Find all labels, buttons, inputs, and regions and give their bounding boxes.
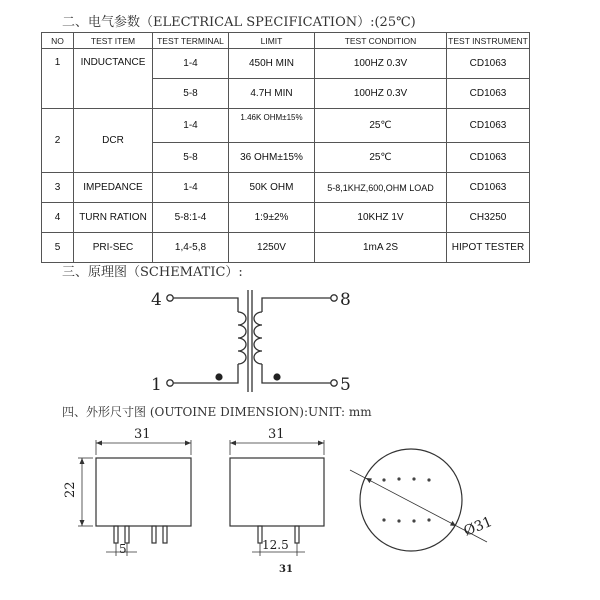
front-view xyxy=(78,440,191,556)
header-test-condition: TEST CONDITION xyxy=(315,33,447,49)
cell-instrument: CD1063 xyxy=(447,143,530,173)
section-title-electrical: 二、电气参数（ELECTRICAL SPECIFICATION）:(25℃) xyxy=(62,15,416,30)
cell-terminal: 5-8 xyxy=(153,143,229,173)
pin8-terminal xyxy=(331,295,337,301)
cell-limit: 4.7H MIN xyxy=(229,79,315,109)
secondary-winding xyxy=(254,312,262,364)
header-no: NO xyxy=(42,33,74,49)
cell-item: DCR xyxy=(74,109,153,173)
cell-limit: 36 OHM±15% xyxy=(229,143,315,173)
pin1-label: 1 xyxy=(151,375,162,395)
page-number: 31 xyxy=(279,564,293,575)
section-title-schematic: 三、原理图（SCHEMATIC）: xyxy=(62,265,243,280)
cell-condition: 1mA 2S xyxy=(315,233,447,263)
primary-bottom-lead xyxy=(173,364,238,383)
pin4-label: 4 xyxy=(151,290,162,310)
cell-instrument: CH3250 xyxy=(447,203,530,233)
primary-top-lead xyxy=(173,298,238,312)
cell-condition: 100HZ 0.3V xyxy=(315,49,447,79)
cell-item: PRI-SEC xyxy=(74,233,153,263)
cell-condition: 25℃ xyxy=(315,109,447,143)
secondary-top-lead xyxy=(262,298,331,312)
cell-terminal: 1-4 xyxy=(153,173,229,203)
cell-condition: 10KHZ 1V xyxy=(315,203,447,233)
header-test-item: TEST ITEM xyxy=(74,33,153,49)
secondary-bottom-lead xyxy=(262,364,331,383)
header-test-terminal: TEST TERMINAL xyxy=(153,33,229,49)
cell-instrument: CD1063 xyxy=(447,49,530,79)
cell-terminal: 1-4 xyxy=(153,109,229,143)
pin-pitch-dim: 5 xyxy=(119,542,127,556)
cell-no: 5 xyxy=(42,233,74,263)
secondary-polarity-dot xyxy=(273,373,280,380)
pin4-terminal xyxy=(167,295,173,301)
front-pin xyxy=(152,526,156,543)
header-test-instrument: TEST INSTRUMENT xyxy=(447,33,530,49)
pin1-terminal xyxy=(167,380,173,386)
cell-limit: 1250V xyxy=(229,233,315,263)
side-width-dim: 31 xyxy=(268,427,285,442)
side-body xyxy=(230,458,324,526)
section-title-outline: 四、外形尺寸图 (OUTOINE DIMENSION):UNIT: mm xyxy=(62,405,372,419)
cell-instrument: HIPOT TESTER xyxy=(447,233,530,263)
diameter-dim: Ø31 xyxy=(461,513,495,540)
cell-instrument: CD1063 xyxy=(447,109,530,143)
pin5-label: 5 xyxy=(340,375,351,395)
top-view-outline xyxy=(360,449,462,551)
front-pin xyxy=(163,526,167,543)
cell-limit: 450H MIN xyxy=(229,49,315,79)
cell-item: TURN RATION xyxy=(74,203,153,233)
cell-terminal: 1,4-5,8 xyxy=(153,233,229,263)
height-dim: 22 xyxy=(63,481,78,498)
cell-no: 4 xyxy=(42,203,74,233)
cell-limit: 50K OHM xyxy=(229,173,315,203)
cell-item: IMPEDANCE xyxy=(74,173,153,203)
primary-winding xyxy=(238,312,246,364)
cell-item: INDUCTANCE xyxy=(74,49,153,109)
cell-condition: 5-8,1KHZ,600,OHM LOAD xyxy=(315,173,447,203)
cell-no: 2 xyxy=(42,109,74,173)
primary-polarity-dot xyxy=(215,373,222,380)
cell-limit: 1.46K OHM±15% xyxy=(229,109,315,143)
cell-instrument: CD1063 xyxy=(447,173,530,203)
header-limit: LIMIT xyxy=(229,33,315,49)
cell-instrument: CD1063 xyxy=(447,79,530,109)
cell-condition: 100HZ 0.3V xyxy=(315,79,447,109)
transformer-schematic xyxy=(167,290,337,392)
cell-terminal: 1-4 xyxy=(153,49,229,79)
side-pin-span-dim: 12.5 xyxy=(262,538,289,552)
front-pin xyxy=(114,526,118,543)
cell-condition: 25℃ xyxy=(315,143,447,173)
front-body xyxy=(96,458,191,526)
cell-no: 3 xyxy=(42,173,74,203)
front-pin xyxy=(125,526,129,543)
cell-limit: 1:9±2% xyxy=(229,203,315,233)
pin8-label: 8 xyxy=(340,290,351,310)
pin5-terminal xyxy=(331,380,337,386)
cell-terminal: 5-8 xyxy=(153,79,229,109)
side-pin xyxy=(295,526,299,543)
cell-terminal: 5-8:1-4 xyxy=(153,203,229,233)
front-width-dim: 31 xyxy=(134,427,151,442)
cell-no: 1 xyxy=(42,49,74,109)
